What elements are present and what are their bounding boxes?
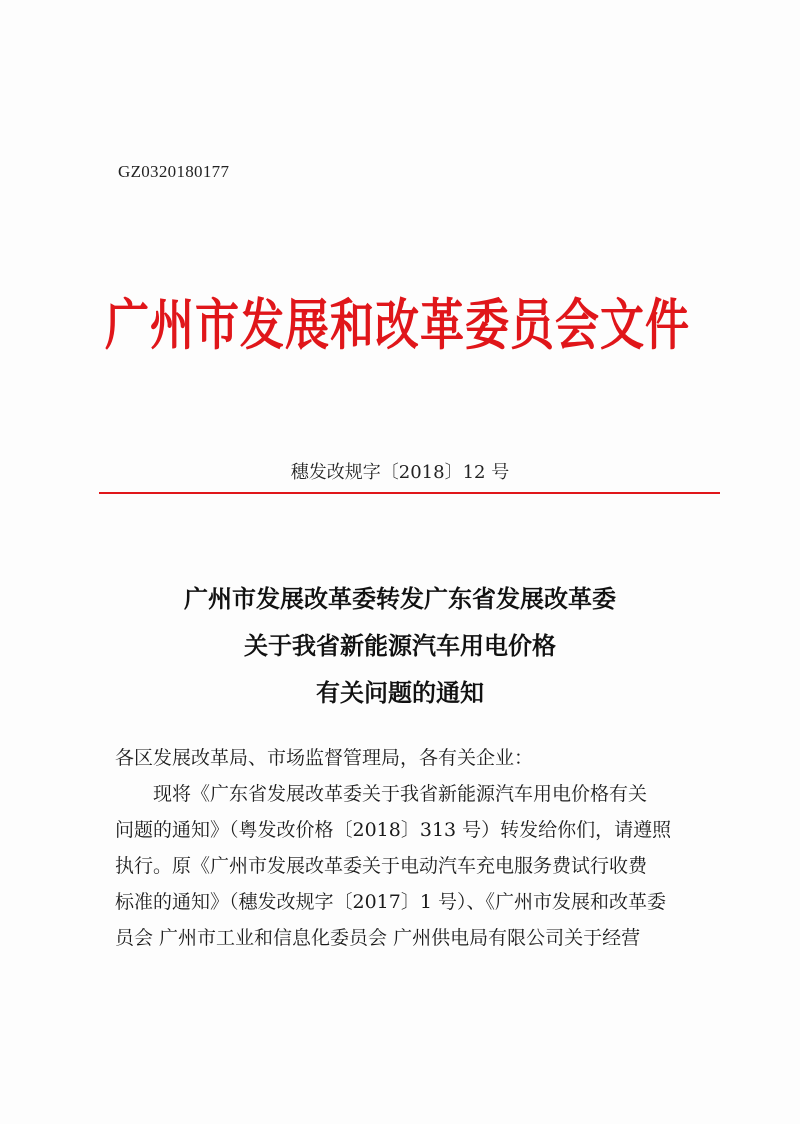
body-line: 员会 广州市工业和信息化委员会 广州供电局有限公司关于经营 (115, 927, 641, 949)
body-line: 执行。原《广州市发展改革委关于电动汽车充电服务费试行收费 (115, 855, 648, 877)
document-subject (0, 575, 800, 716)
document-code: GZ0320180177 (118, 162, 230, 181)
subject-line: 关于我省新能源汽车用电价格 (244, 631, 556, 660)
addressee-line: 各区发展改革局、市场监督管理局，各有关企业： (115, 747, 534, 769)
issuing-authority-header: 广州市发展和改革委员会文件 (105, 293, 690, 358)
body-line: 现将《广东省发展改革委关于我省新能源汽车用电价格有关 (153, 783, 648, 805)
subject-line: 广州市发展改革委转发广东省发展改革委 (184, 584, 616, 613)
document-body (115, 740, 695, 956)
document-number: 穗发改规字〔2018〕12 号 (290, 462, 510, 483)
subject-line: 有关问题的通知 (316, 678, 484, 707)
body-line: 标准的通知》（穗发改规字〔2017〕1 号）、《广州市发展和改革委 (115, 891, 666, 913)
body-line: 问题的通知》（粤发改价格〔2018〕313 号）转发给你们，请遵照 (115, 819, 672, 841)
red-separator-line (99, 492, 720, 494)
